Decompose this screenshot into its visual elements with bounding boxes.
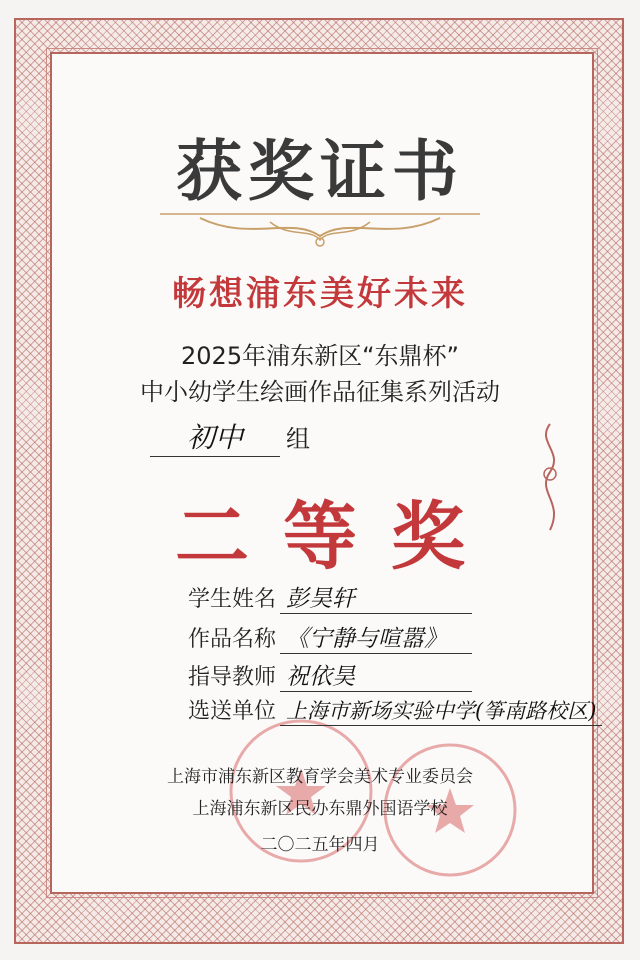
theme-subtitle: 畅想浦东美好未来 [172,274,468,314]
work-title-label: 作品名称 [188,627,277,652]
work-title-field [188,620,472,654]
certificate-title: 获奖证书 [176,132,464,210]
organizer-2: 上海浦东新区民办东鼎外国语学校 [192,799,448,819]
student-name-label: 学生姓名 [188,587,277,612]
submitting-unit-field [188,694,602,726]
work-title-value: 《宁静与喧嚣》 [280,620,472,654]
submitting-unit-value: 上海市新场实验中学(筝南路校区) [280,695,602,726]
group-value: 初中 [150,416,280,457]
student-name-field [188,580,472,614]
teacher-value: 祝依昊 [280,658,472,692]
event-name-line: 2025年浦东新区“东鼎杯” [181,342,459,370]
issue-date: 二〇二五年四月 [260,835,380,855]
teacher-field [188,658,472,692]
group-field [150,416,310,457]
group-suffix: 组 [286,425,310,453]
submitting-unit-label: 选送单位 [188,699,277,724]
award-level: 二等奖 [175,494,499,580]
event-activity-line: 中小幼学生绘画作品征集系列活动 [140,378,500,406]
organizer-1: 上海市浦东新区教育学会美术专业委员会 [167,767,473,787]
title-ornament [160,208,480,250]
teacher-label: 指导教师 [188,665,277,690]
student-name-value: 彭昊轩 [280,580,472,614]
